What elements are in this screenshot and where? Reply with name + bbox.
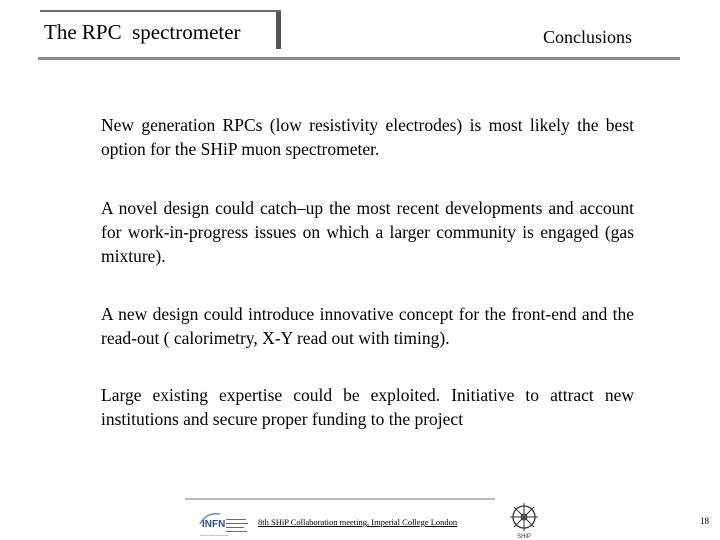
title-frame-bar [276,12,281,49]
bullet-item: A novel design could catch–up the most recent developments and account for work-in-progress issues on which a larger community is engaged (gas mixture). [101,198,634,266]
bullet-item: A new design could introduce innovative concept for the front-end and the read-out ( calorimetry, X-Y read out with timing). [101,304,634,348]
presentation-title: The RPC spectrometer [44,20,241,44]
footer-rule [185,498,495,500]
footer-meeting-text: 8th SHiP Collaboration meeting, Imperial College London [258,517,458,527]
svg-text:SHiP: SHiP [517,534,531,540]
bullet-item: New generation RPCs (low resistivity electrodes) is most likely the best option for the SHiP muon spectrometer. [101,115,634,159]
svg-text:Istituto Nazionale di Fisica N: Istituto Nazionale di Fisica Nucleare [200,535,229,537]
header-rule [38,57,680,60]
page-number: 18 [700,516,709,526]
infn-logo [198,510,250,538]
ship-logo [503,500,545,540]
slide-title: Conclusions [543,27,633,47]
bullet-item: Large existing expertise could be exploited. Initiative to attract new institutions and secure proper funding to the project [101,385,634,429]
svg-text:INFN: INFN [202,519,226,530]
